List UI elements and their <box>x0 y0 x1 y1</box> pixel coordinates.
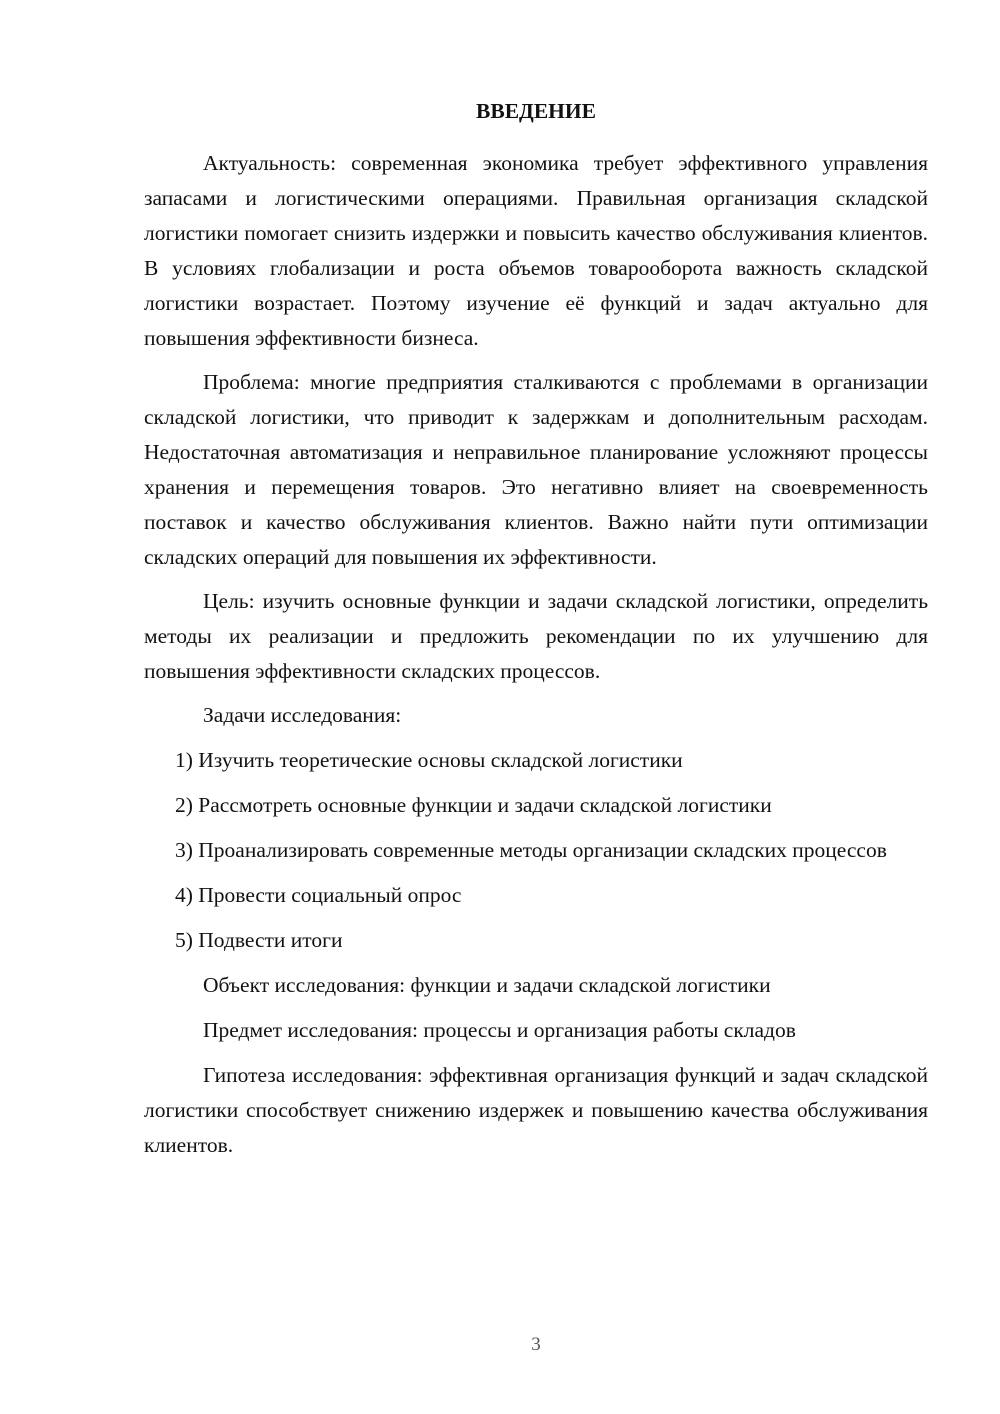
task-item: 1) Изучить теоретические основы складской логистики <box>175 748 683 772</box>
page-number: 3 <box>531 1334 541 1355</box>
problem-paragraph: Проблема: многие предприятия сталкиваются с проблемами в организации складской логистики, что приводит к задержкам и дополнительным расходам. Недостаточная автоматизация и неправильное планирование усложняют процессы хранения и перемещения товаров. Это негативно влияет на своевременность поставок и качество обслуживания клиентов. Важно найти пути оптимизации складских операций для повышения их эффективности. <box>144 370 928 569</box>
goal-paragraph: Цель: изучить основные функции и задачи складской логистики, определить методы их реализации и предложить рекомендации по их улучшению для повышения эффективности складских процессов. <box>144 589 928 683</box>
task-item: 4) Провести социальный опрос <box>175 883 462 907</box>
object-paragraph: Объект исследования: функции и задачи складской логистики <box>203 973 771 997</box>
task-item: 5) Подвести итоги <box>175 928 343 952</box>
relevance-paragraph: Актуальность: современная экономика требует эффективного управления запасами и логистическими операциями. Правильная организация складской логистики помогает снизить издержки и повысить качество обслуживания клиентов. В условиях глобализации и роста объемов товарооборота важность складской логистики возрастает. Поэтому изучение её функций и задач актуально для повышения эффективности бизнеса. <box>144 151 928 350</box>
hypothesis-paragraph: Гипотеза исследования: эффективная организация функций и задач складской логистики способствует снижению издержек и повышению качества обслуживания клиентов. <box>144 1063 928 1157</box>
task-item: 3) Проанализировать современные методы организации складских процессов <box>175 838 887 862</box>
subject-paragraph: Предмет исследования: процессы и организация работы складов <box>203 1018 796 1042</box>
page-title: ВВЕДЕНИЕ <box>476 99 596 123</box>
task-item: 2) Рассмотреть основные функции и задачи складской логистики <box>175 793 772 817</box>
tasks-heading: Задачи исследования: <box>203 703 402 727</box>
page-content <box>144 96 928 1163</box>
